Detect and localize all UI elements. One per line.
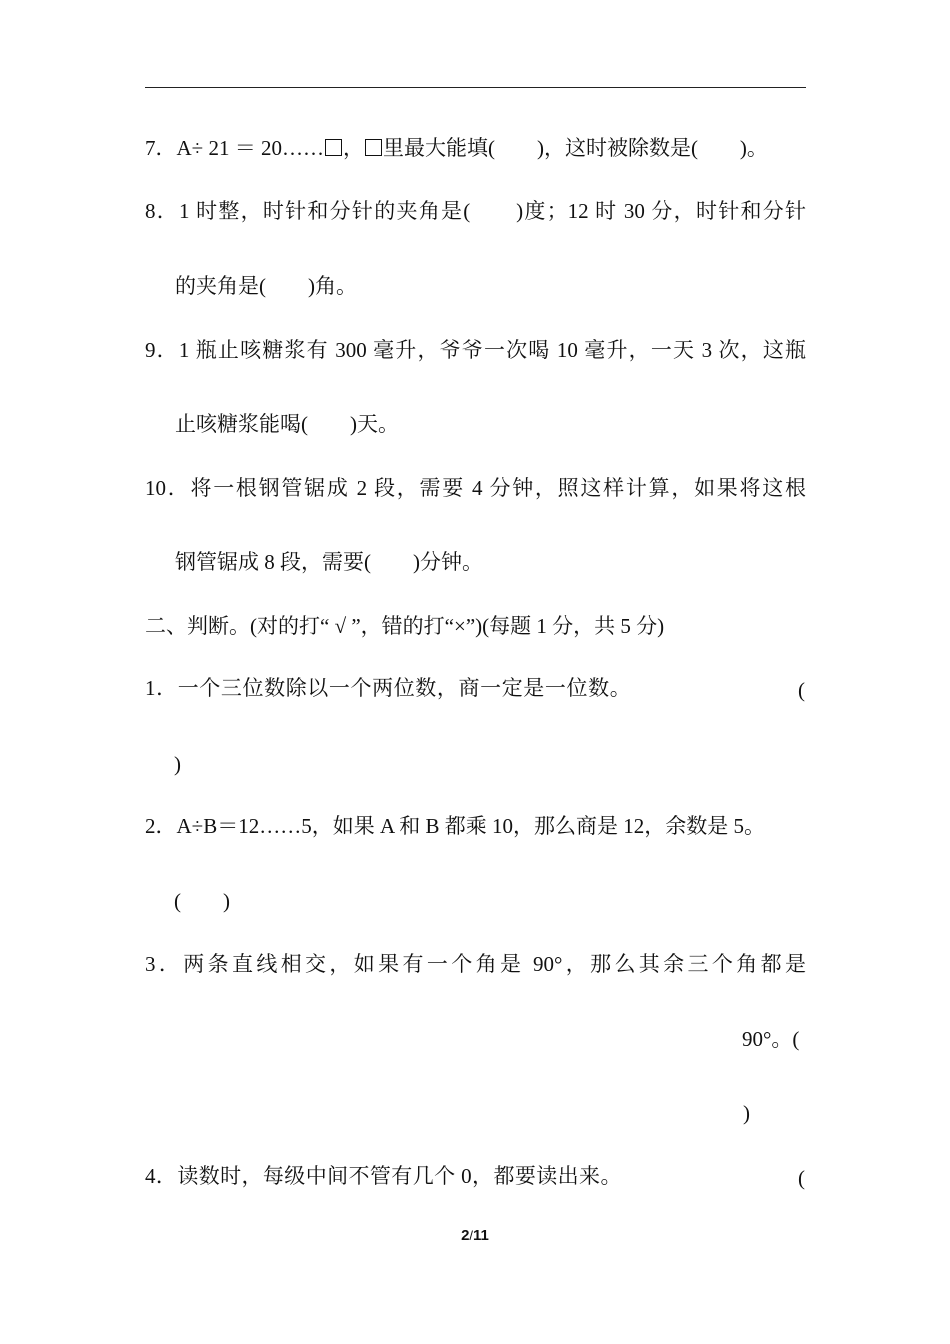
question-number: 7． xyxy=(145,136,177,160)
answer-paren-open: ( xyxy=(798,1166,805,1190)
question-9: 9．1 瓶止咳糖浆有 300 毫升，爷爷一次喝 10 毫升，一天 3 次，这瓶 xyxy=(145,338,807,362)
answer-paren-close: ) xyxy=(743,1101,750,1125)
judge-item-3-continuation: 90°。( xyxy=(742,1027,800,1051)
question-number: 8． xyxy=(145,199,180,223)
page-number: 2/11 xyxy=(461,1227,489,1244)
question-number: 9． xyxy=(145,338,179,362)
blank-box-icon xyxy=(365,139,382,156)
question-9-continuation: 止咳糖浆能喝( )天。 xyxy=(175,412,399,436)
question-number: 1． xyxy=(145,676,178,700)
question-number: 2． xyxy=(145,814,177,838)
question-number: 3． xyxy=(145,952,184,976)
header-rule xyxy=(145,87,806,88)
judge-item-2: 2．A÷B＝12……5，如果 A 和 B 都乘 10，那么商是 12，余数是 5。 xyxy=(145,814,765,838)
question-number: 4． xyxy=(145,1164,178,1188)
question-8: 8．1 时整，时针和分针的夹角是( )度；12 时 30 分，时针和分针 xyxy=(145,199,807,223)
question-7: 7．A÷ 21 ＝ 20…… ， 里最大能填( )，这时被除数是( )。 xyxy=(145,136,768,160)
answer-paren: ( ) xyxy=(174,889,230,913)
question-10: 10．将一根钢管锯成 2 段，需要 4 分钟，照这样计算，如果将这根 xyxy=(145,476,806,500)
answer-paren-close: ) xyxy=(174,752,181,776)
judge-item-1: 1．一个三位数除以一个两位数，商一定是一位数。 xyxy=(145,676,632,700)
question-number: 10． xyxy=(145,476,191,500)
question-10-continuation: 钢管锯成 8 段，需要( )分钟。 xyxy=(175,550,483,574)
question-8-continuation: 的夹角是( )角。 xyxy=(175,274,357,298)
blank-box-icon xyxy=(325,139,342,156)
judge-item-4: 4．读数时，每级中间不管有几个 0，都要读出来。 xyxy=(145,1164,622,1188)
answer-paren-open: ( xyxy=(798,678,805,702)
section-heading: 二、判断。(对的打“ √ ”，错的打“×”)(每题 1 分，共 5 分) xyxy=(145,614,665,638)
judge-item-3: 3．两条直线相交，如果有一个角是 90°，那么其余三个角都是 xyxy=(145,952,806,976)
